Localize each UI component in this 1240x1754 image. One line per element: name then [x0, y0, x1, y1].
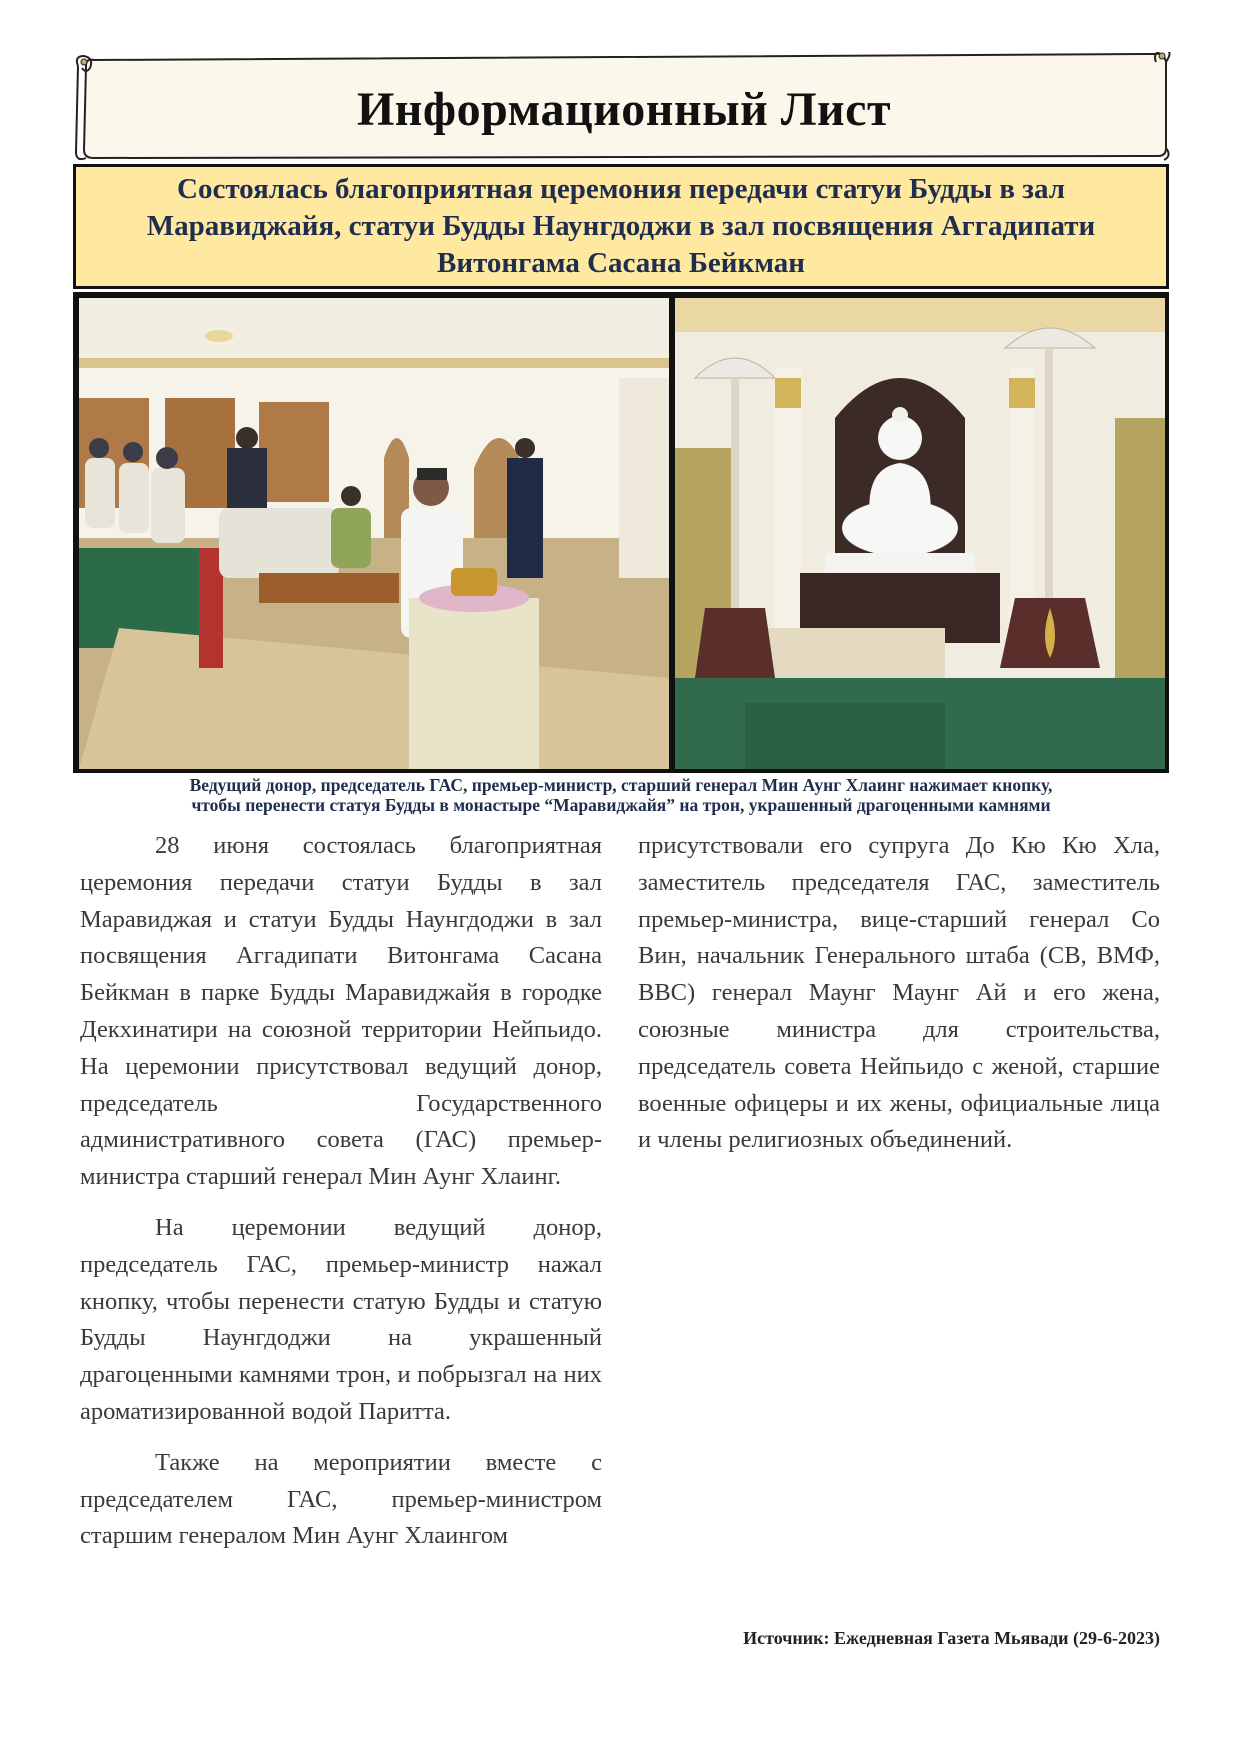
caption-line-2: чтобы перенести статуя Будды в монастыре “Маравиджайя” на трон, украшенный драгоценными камнями — [191, 794, 1051, 815]
buddha-statue-photo — [675, 298, 1165, 769]
source-credit: Источник: Ежедневная Газета Мьявади (29-6-2023) — [743, 1628, 1160, 1648]
hall-ceremony-photo — [79, 298, 669, 769]
article-right-column — [638, 828, 1160, 1173]
paragraph: 28 июня состоялась благоприятная церемония передачи статуи Будды в зал Маравиджая и статуи Будды Наунгдоджи в зал посвящения Аггадипати Витонгама Сасана Бейкман в парке Будды Маравиджайя в городке Декхинатири на союзной территории Нейпьидо. На церемонии присутствовал ведущий донор, председатель Государственного административного совета (ГАС) премьер-министра старший генерал Мин Аунг Хлаинг. — [80, 832, 602, 1191]
article-left-column — [80, 828, 602, 1569]
headline-text: Состоялась благоприятная церемония передачи статуи Будды в зал Маравиджайя, статуи Будды Наунгдоджи в зал посвящения Аггадипати Витонгама Сасана Бейкман — [146, 172, 1096, 280]
photo-caption — [73, 776, 1169, 815]
page-title: Информационный Лист — [356, 83, 892, 136]
paragraph: присутствовали его супруга До Кю Кю Хла, заместитель председателя ГАС, заместитель премьер-министра, вице-старший генерал Со Вин, начальник Генерального штаба (СВ, ВМФ, ВВС) генерал Маунг Маунг Ай и его жена, союзные министра для строительства, председатель совета Нейпьидо с женой, старшие военные офицеры и их жены, официальные лица и члены религиозных объединений. — [638, 832, 1160, 1154]
title-banner — [72, 52, 1176, 162]
photo-frame — [73, 292, 1169, 773]
headline-box — [73, 164, 1169, 289]
paragraph: Также на мероприятии вместе с председателем ГАС, премьер-министром старшим генералом Мин Аунг Хлаингом — [80, 1448, 602, 1550]
paragraph: На церемонии ведущий донор, председатель ГАС, премьер-министр нажал кнопку, чтобы перенести статую Будды и статую Будды Наунгдоджи на украшенный драгоценными камнями трон, и побрызгал на них ароматизированной водой Паритта. — [80, 1213, 602, 1425]
caption-line-1: Ведущий донор, председатель ГАС, премьер-министр, старший генерал Мин Аунг Хлаинг нажимает кнопку, — [189, 775, 1053, 795]
